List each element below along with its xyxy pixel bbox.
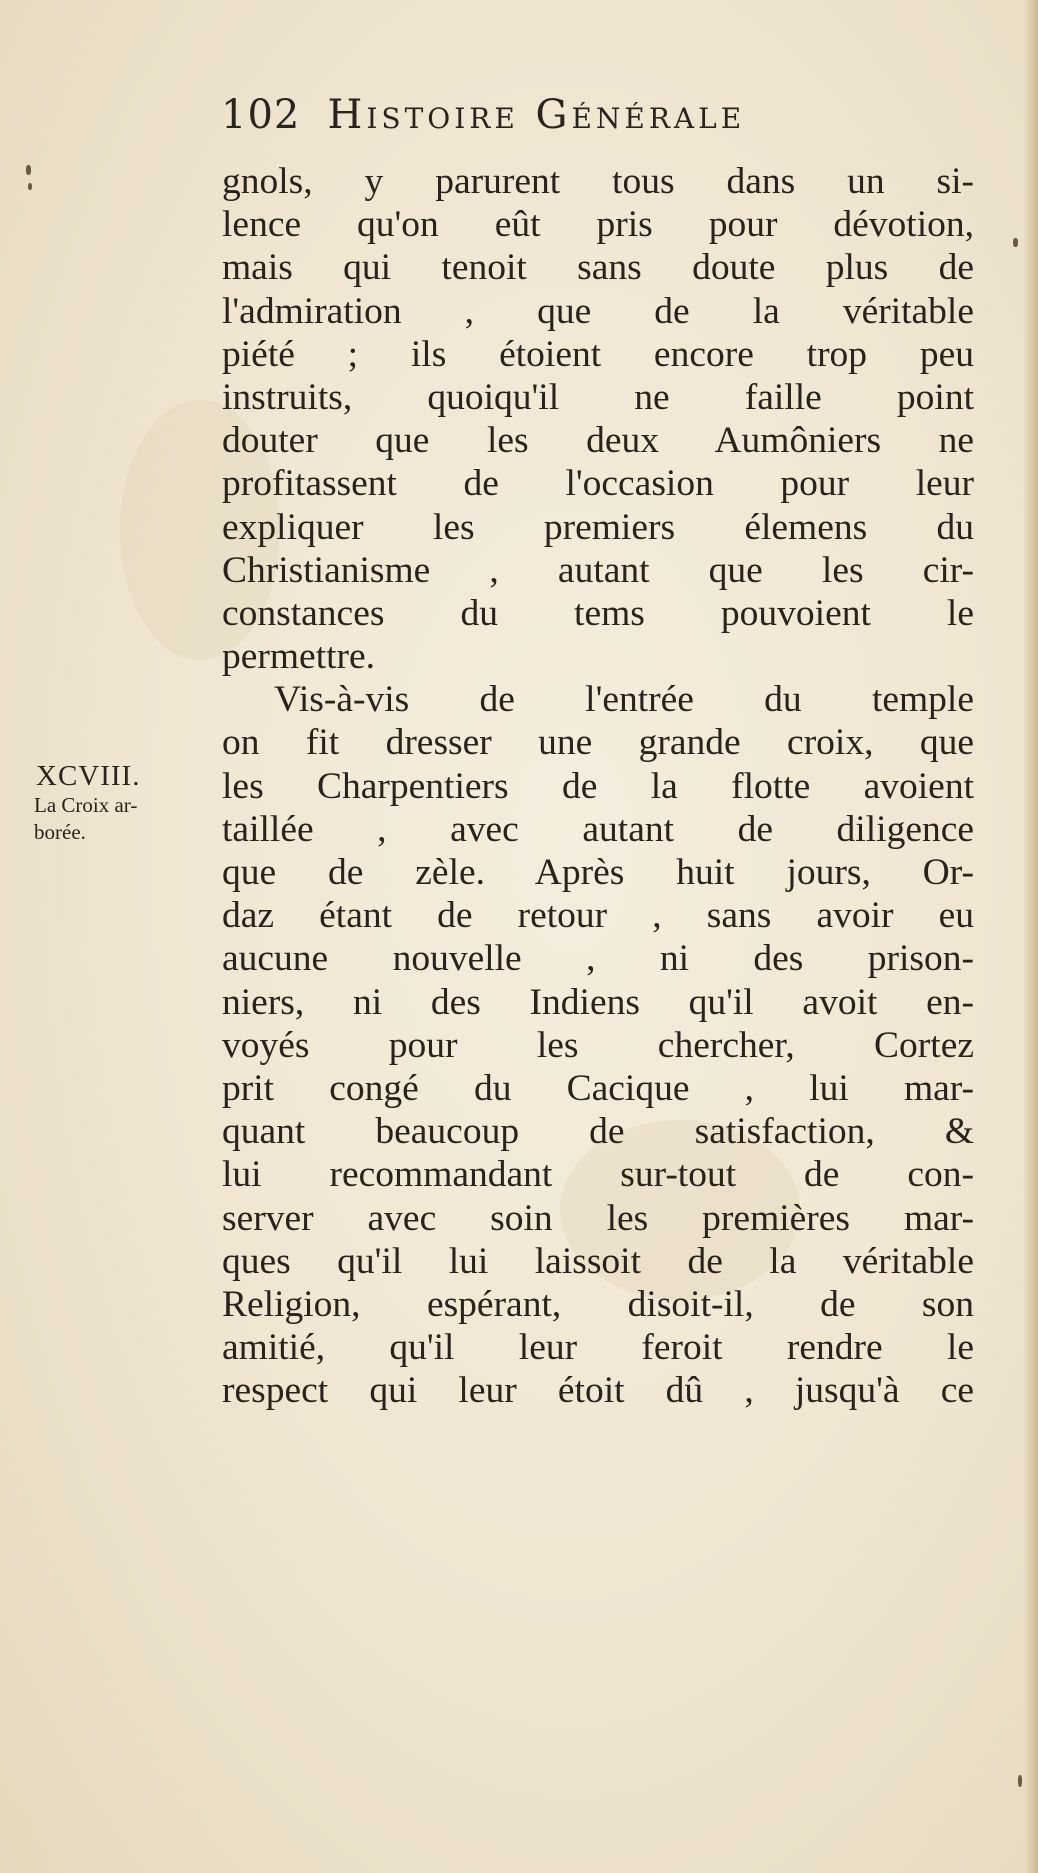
text-line: lui recommandant sur-tout de con- xyxy=(222,1154,974,1196)
text-line: server avec soin les premières mar- xyxy=(222,1197,974,1239)
text-line: l'admiration , que de la véritable xyxy=(222,290,974,332)
text-line: instruits, quoiqu'il ne faille point xyxy=(222,376,974,418)
text-line: constances du tems pouvoient le xyxy=(222,592,974,634)
text-line: daz étant de retour , sans avoir eu xyxy=(222,895,974,937)
body-text xyxy=(222,160,992,1412)
text-line: aucune nouvelle , ni des prison- xyxy=(222,938,974,980)
ink-speck xyxy=(1018,1775,1022,1787)
text-line: prit congé du Cacique , lui mar- xyxy=(222,1067,974,1109)
page-edge xyxy=(1024,0,1038,1873)
section-number: XCVIII. xyxy=(36,760,141,792)
text-line: quant beaucoup de satisfaction, & xyxy=(222,1111,974,1153)
text-line: que de zèle. Après huit jours, Or- xyxy=(222,852,974,893)
text-line: amitié, qu'il leur feroit rendre le xyxy=(222,1327,974,1369)
text-line: lence qu'on eût pris pour dévotion, xyxy=(222,204,974,246)
page-number: 102 xyxy=(221,92,301,138)
text-line: douter que les deux Aumôniers ne xyxy=(222,420,974,462)
text-line: permettre. xyxy=(222,636,376,678)
text-line: expliquer les premiers élemens du xyxy=(222,506,974,548)
marginal-note-line: La Croix ar- xyxy=(34,793,138,817)
text-line: mais qui tenoit sans doute plus de xyxy=(222,247,974,289)
running-header xyxy=(221,92,921,152)
text-line: niers, ni des Indiens qu'il avoit en- xyxy=(222,981,974,1023)
text-line: ques qu'il lui laissoit de la véritable xyxy=(222,1240,974,1282)
text-line: gnols, y parurent tous dans un si- xyxy=(222,161,974,202)
ink-speck xyxy=(1013,238,1018,247)
ink-speck xyxy=(28,183,32,190)
text-line: piété ; ils étoient encore trop peu xyxy=(222,333,974,375)
marginal-note-line: borée. xyxy=(34,820,86,844)
text-line: taillée , avec autant de diligence xyxy=(222,808,974,850)
ink-speck xyxy=(26,165,31,175)
text-line: Religion, espérant, disoit-il, de son xyxy=(222,1283,974,1325)
text-line: profitassent de l'occasion pour leur xyxy=(222,463,974,505)
text-line: on fit dresser une grande croix, que xyxy=(222,722,974,764)
text-line: respect qui leur étoit dû , jusqu'à ce xyxy=(222,1370,974,1412)
text-line: voyés pour les chercher, Cortez xyxy=(222,1024,974,1066)
text-line: les Charpentiers de la flotte avoient xyxy=(222,765,974,807)
running-title: Histoire Générale xyxy=(327,92,746,138)
text-line: Christianisme , autant que les cir- xyxy=(222,549,974,591)
text-line: Vis-à-vis de l'entrée du temple xyxy=(274,679,974,721)
